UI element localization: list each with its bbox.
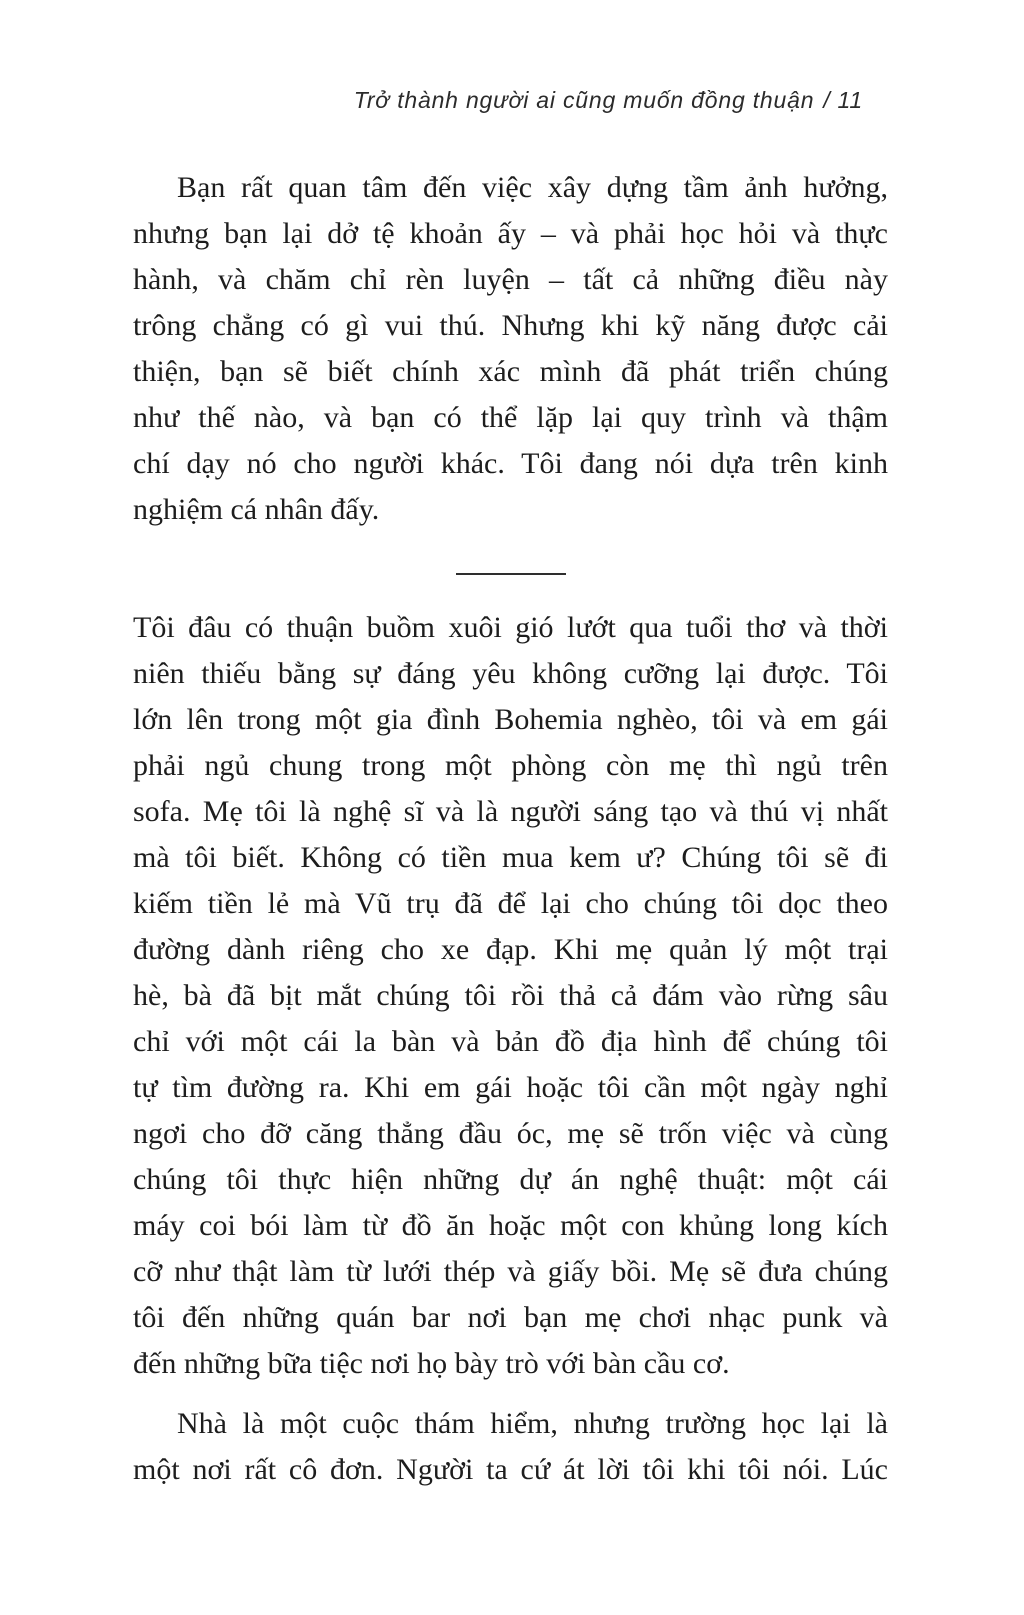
- page-body: [133, 165, 888, 1493]
- text-line: lớn lên trong một gia đình Bohemia nghèo, tôi và em gái: [133, 703, 888, 736]
- running-title: Trở thành người ai cũng muốn đồng thuận: [353, 87, 815, 113]
- text-line: tự tìm đường ra. Khi em gái hoặc tôi cần một ngày nghỉ: [133, 1071, 888, 1104]
- paragraph: [133, 1401, 888, 1493]
- text-line: Nhà là một cuộc thám hiểm, nhưng trường học lại là: [177, 1407, 888, 1440]
- text-line: nghiệm cá nhân đấy.: [133, 493, 380, 526]
- text-line: chúng tôi thực hiện những dự án nghệ thuật: một cái: [133, 1163, 888, 1196]
- text-line: như thế nào, và bạn có thể lặp lại quy trình và thậm: [133, 401, 888, 434]
- text-line: hành, và chăm chỉ rèn luyện – tất cả những điều này: [133, 263, 888, 296]
- text-line: ngơi cho đỡ căng thẳng đầu óc, mẹ sẽ trốn việc và cùng: [133, 1117, 888, 1150]
- text-line: phải ngủ chung trong một phòng còn mẹ thì ngủ trên: [133, 749, 888, 782]
- text-line: một nơi rất cô đơn. Người ta cứ át lời tôi khi tôi nói. Lúc: [133, 1453, 888, 1486]
- text-line: đến những bữa tiệc nơi họ bày trò với bàn cầu cơ.: [133, 1347, 730, 1380]
- text-line: đường dành riêng cho xe đạp. Khi mẹ quản lý một trại: [133, 933, 888, 966]
- text-line: niên thiếu bằng sự đáng yêu không cưỡng lại được. Tôi: [133, 657, 888, 690]
- text-line: chỉ với một cái la bàn và bản đồ địa hình để chúng tôi: [133, 1025, 888, 1058]
- text-line: trông chẳng có gì vui thú. Nhưng khi kỹ năng được cải: [133, 309, 888, 342]
- text-line: nhưng bạn lại dở tệ khoản ấy – và phải học hỏi và thực: [133, 217, 888, 250]
- text-line: Tôi đâu có thuận buồm xuôi gió lướt qua tuổi thơ và thời: [133, 611, 888, 644]
- text-line: thiện, bạn sẽ biết chính xác mình đã phát triển chúng: [133, 355, 888, 388]
- paragraph: [133, 165, 888, 533]
- header-separator: /: [823, 87, 831, 113]
- text-line: mà tôi biết. Không có tiền mua kem ư? Chúng tôi sẽ đi: [133, 841, 888, 874]
- page-number: 11: [837, 87, 863, 113]
- running-header: [133, 85, 888, 115]
- text-line: sofa. Mẹ tôi là nghệ sĩ và là người sáng tạo và thú vị nhất: [133, 795, 888, 828]
- text-line: kiếm tiền lẻ mà Vũ trụ đã để lại cho chúng tôi dọc theo: [133, 887, 888, 920]
- text-line: hè, bà đã bịt mắt chúng tôi rồi thả cả đám vào rừng sâu: [133, 979, 888, 1012]
- section-divider: [456, 573, 566, 575]
- text-line: chí dạy nó cho người khác. Tôi đang nói dựa trên kinh: [133, 447, 888, 480]
- paragraph: [133, 605, 888, 1387]
- text-line: máy coi bói làm từ đồ ăn hoặc một con khủng long kích: [133, 1209, 888, 1242]
- text-line: tôi đến những quán bar nơi bạn mẹ chơi nhạc punk và: [133, 1301, 888, 1334]
- text-line: cỡ như thật làm từ lưới thép và giấy bồi. Mẹ sẽ đưa chúng: [133, 1255, 888, 1288]
- text-line: Bạn rất quan tâm đến việc xây dựng tầm ảnh hưởng,: [177, 171, 888, 204]
